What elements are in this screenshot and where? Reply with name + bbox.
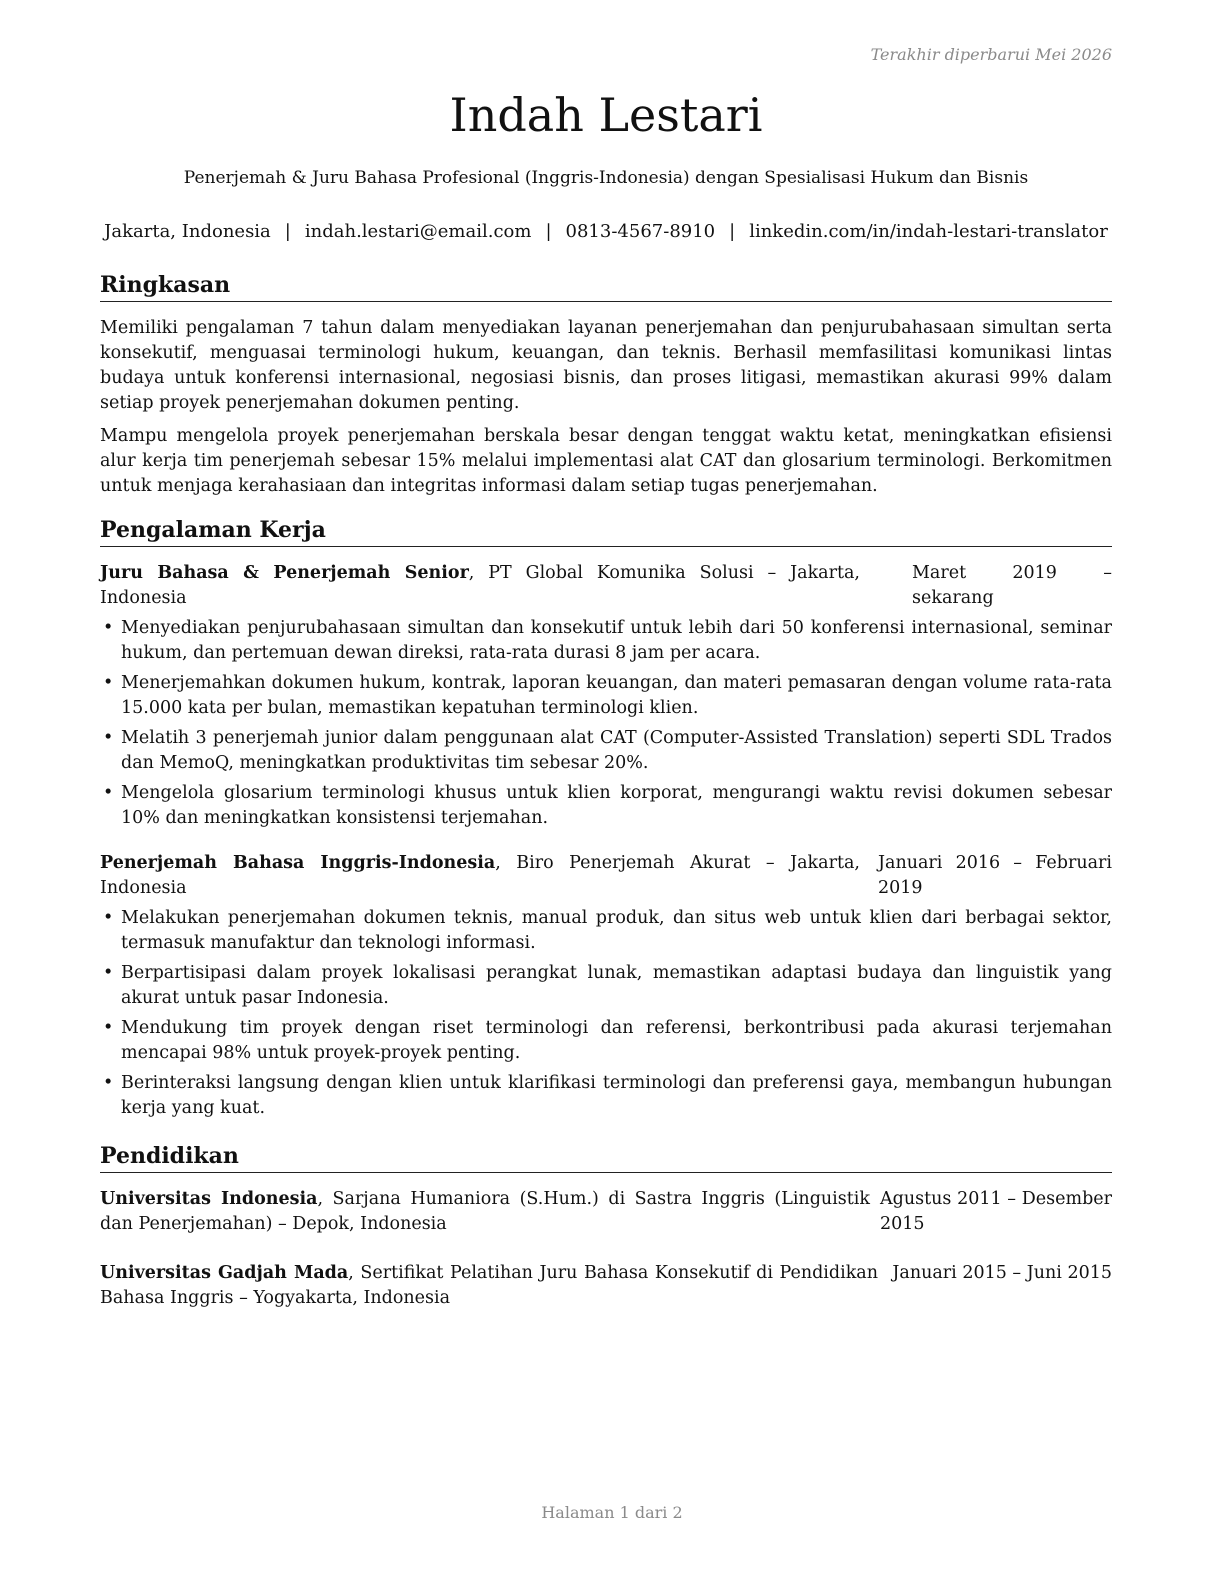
- section-title-education: Pendidikan: [100, 1141, 1112, 1173]
- job-bullet: • Mendukung tim proyek dengan riset terminologi dan referensi, berkontribusi pada akurasi terjemahan mencapai 98% untuk proyek-proyek penting.: [100, 1016, 1112, 1066]
- job-entry: [100, 851, 1112, 1121]
- job-title-line: [100, 851, 860, 901]
- experience-section: [100, 515, 1112, 1121]
- job-title-line: [100, 561, 860, 611]
- education-school: Universitas Gadjah Mada: [100, 1263, 349, 1283]
- summary-paragraph: Mampu mengelola proyek penerjemahan berskala besar dengan tenggat waktu ketat, meningkatkan efisiensi alur kerja tim penerjemah sebesar 15% melalui implementasi alat CAT dan glosarium terminologi. Berkomitmen untuk menjaga kerahasiaan dan integritas informasi dalam setiap tugas penerjemahan.: [100, 426, 1112, 496]
- education-header: [100, 1187, 1112, 1237]
- education-dates: Januari 2015 – Juni 2015: [892, 1263, 1112, 1283]
- job-bullet: • Melakukan penerjemahan dokumen teknis, manual produk, dan situs web untuk klien dari berbagai sektor, termasuk manufaktur dan teknologi informasi.: [100, 906, 1112, 956]
- contact-phone: 0813-4567-8910: [565, 221, 716, 242]
- job-header: [100, 561, 1112, 611]
- job-organization: , Biro Penerjemah Akurat – Jakarta, Indonesia: [100, 853, 860, 898]
- last-updated: Terakhir diperbarui Mei 2026: [870, 45, 1112, 64]
- education-dates: Agustus 2011 – Desember 2015: [880, 1189, 1112, 1234]
- contact-separator: |: [284, 221, 291, 242]
- education-header: [100, 1261, 1112, 1311]
- job-bullet: • Menyediakan penjurubahasaan simultan dan konsekutif untuk lebih dari 50 konferensi internasional, seminar hukum, dan pertemuan dewan direksi, rata-rata durasi 8 jam per acara.: [100, 616, 1112, 666]
- job-bullet: • Menerjemahkan dokumen hukum, kontrak, laporan keuangan, dan materi pemasaran dengan volume rata-rata 15.000 kata per bulan, memastikan kepatuhan terminologi klien.: [100, 671, 1112, 721]
- summary-paragraph: Memiliki pengalaman 7 tahun dalam menyediakan layanan penerjemahan dan penjurubahasaan simultan serta konsekutif, menguasai terminologi hukum, keuangan, dan teknis. Berhasil memfasilitasi komunikasi lintas budaya untuk konferensi internasional, negosiasi bisnis, dan proses litigasi, memastikan akurasi 99% dalam setiap proyek penerjemahan dokumen penting.: [100, 318, 1112, 413]
- job-bullets: [100, 616, 1112, 831]
- summary-section: [100, 270, 1112, 499]
- section-title-experience: Pengalaman Kerja: [100, 515, 1112, 547]
- professional-headline: Penerjemah & Juru Bahasa Profesional (Inggris-Indonesia) dengan Spesialisasi Hukum dan Bisnis: [183, 168, 1029, 188]
- job-role: Penerjemah Bahasa Inggris-Indonesia: [100, 853, 496, 873]
- job-role: Juru Bahasa & Penerjemah Senior: [100, 563, 469, 583]
- education-entry: [100, 1187, 1112, 1237]
- page-number-footer: Halaman 1 dari 2: [541, 1503, 683, 1522]
- job-dates: Maret 2019 – sekarang: [912, 563, 1112, 608]
- resume-body: [100, 270, 1112, 1335]
- education-section: [100, 1141, 1112, 1311]
- job-dates: Januari 2016 – Februari 2019: [878, 853, 1112, 898]
- education-school: Universitas Indonesia: [100, 1189, 318, 1209]
- education-entry: [100, 1261, 1112, 1311]
- job-bullet: • Berinteraksi langsung dengan klien untuk klarifikasi terminologi dan preferensi gaya, membangun hubungan kerja yang kuat.: [100, 1071, 1112, 1121]
- job-bullet: • Melatih 3 penerjemah junior dalam penggunaan alat CAT (Computer-Assisted Translation) seperti SDL Trados dan MemoQ, meningkatkan produktivitas tim sebesar 20%.: [100, 726, 1112, 776]
- job-header: [100, 851, 1112, 901]
- education-detail: , Sarjana Humaniora (S.Hum.) di Sastra Inggris (Linguistik dan Penerjemahan) – Depok, Indonesia: [100, 1189, 870, 1234]
- contact-separator: |: [545, 221, 552, 242]
- candidate-name: Indah Lestari: [449, 88, 763, 142]
- section-title-summary: Ringkasan: [100, 270, 1112, 302]
- education-line: [100, 1261, 878, 1311]
- job-organization: , PT Global Komunika Solusi – Jakarta, Indonesia: [100, 563, 860, 608]
- contact-linkedin[interactable]: linkedin.com/in/indah-lestari-translator: [749, 221, 1108, 242]
- education-line: [100, 1187, 870, 1237]
- job-bullet: • Berpartisipasi dalam proyek lokalisasi perangkat lunak, memastikan adaptasi budaya dan linguistik yang akurat untuk pasar Indonesia.: [100, 961, 1112, 1011]
- contact-line: [100, 221, 1112, 242]
- contact-location: Jakarta, Indonesia: [104, 221, 271, 242]
- job-entry: [100, 561, 1112, 831]
- contact-email[interactable]: indah.lestari@email.com: [304, 221, 532, 242]
- education-detail: , Sertifikat Pelatihan Juru Bahasa Konsekutif di Pendidikan Bahasa Inggris – Yogyakarta, Indonesia: [100, 1263, 878, 1308]
- job-bullet: • Mengelola glosarium terminologi khusus untuk klien korporat, mengurangi waktu revisi dokumen sebesar 10% dan meningkatkan konsistensi terjemahan.: [100, 781, 1112, 831]
- contact-separator: |: [729, 221, 736, 242]
- job-bullets: [100, 906, 1112, 1121]
